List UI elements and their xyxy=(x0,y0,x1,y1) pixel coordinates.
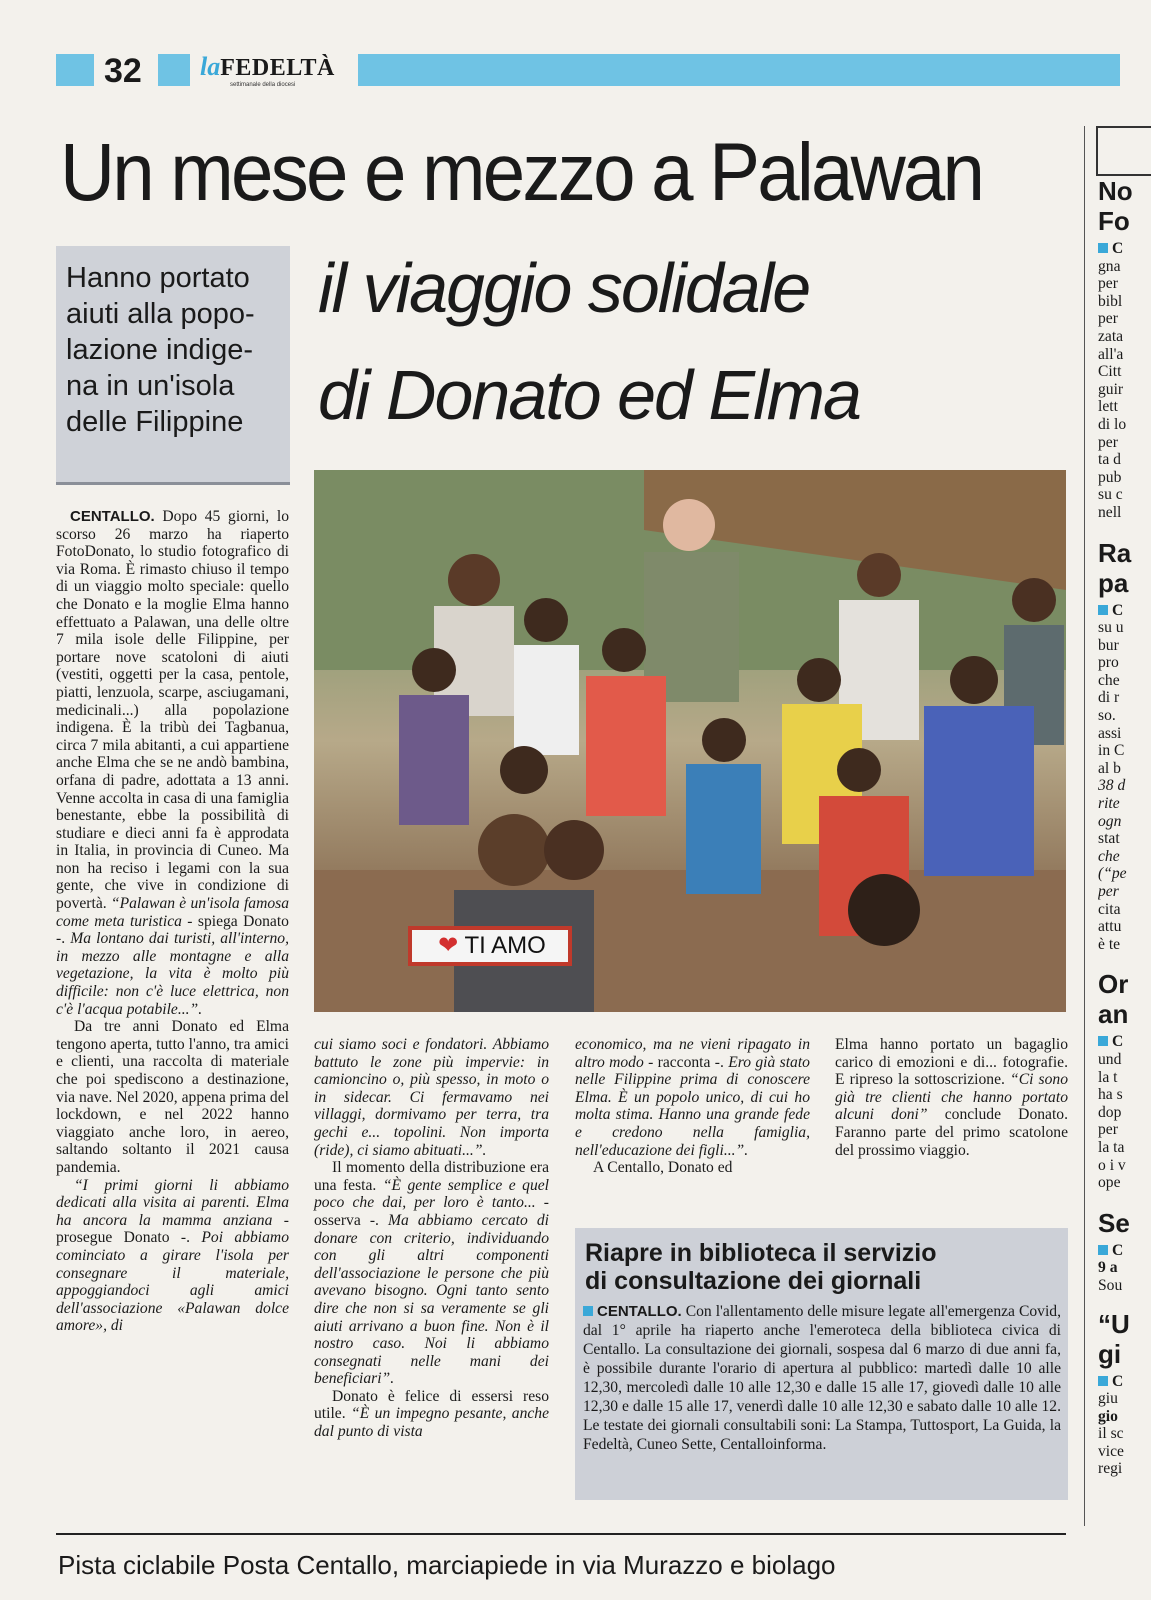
kicker-line: aiuti alla popo- xyxy=(66,298,255,330)
kicker-line: delle Filippine xyxy=(66,406,244,438)
right-column-divider xyxy=(1084,126,1085,1526)
kicker-line: Hanno portato xyxy=(66,262,250,294)
masthead-bar-left xyxy=(56,54,94,86)
dateline: CENTALLO. xyxy=(70,508,155,525)
col2-text-2: Donato è felice di essersi reso utile. xyxy=(314,1387,549,1423)
photo-illustration xyxy=(314,470,1066,1012)
col1-attribution-1: - spiega Donato -. xyxy=(56,912,289,948)
col1-quote-4: Poi abbiamo cominciato a girare l'isola per consegnare il materiale, appoggiandoci agli amici dell'associazione «Palawan dolce amore», di xyxy=(56,1229,289,1335)
right-column xyxy=(1098,176,1151,1546)
col1-quote-1: “Palawan è un'isola famosa come meta turistica xyxy=(56,895,289,930)
col3-paragraph-2: A Centallo, Donato ed xyxy=(593,1159,733,1177)
bullet-square-icon xyxy=(1098,1376,1108,1386)
kicker-text xyxy=(56,246,290,440)
rc-text-block-2: C su u bur pro che di r so. assi in C al b 38 d rite ogn stat che (“pe per cita attu è te xyxy=(1098,601,1127,953)
article-column-4 xyxy=(835,1036,1068,1159)
rc-heading: Or xyxy=(1098,969,1129,1000)
col4-text-2: conclude Donato. Faranno parte del primo scatolone del prossimo viaggio. xyxy=(835,1106,1068,1159)
rc-heading: No xyxy=(1098,176,1133,206)
article-column-1 xyxy=(56,508,289,1335)
next-article-headline: Pista ciclabile Posta Centallo, marciapiede in via Murazzo e biolago xyxy=(58,1550,836,1580)
box-dateline: CENTALLO. xyxy=(597,1303,682,1320)
col3-attribution: - racconta -. xyxy=(643,1053,729,1071)
masthead-bar-right xyxy=(358,54,1120,86)
kicker-line: lazione indige- xyxy=(66,334,254,366)
heart-icon: ❤ xyxy=(438,932,459,959)
box-title-line-1: Riapre in biblioteca il servizio xyxy=(585,1239,937,1267)
col1-paragraph-1: Dopo 45 giorni, lo scorso 26 marzo ha riaperto FotoDonato, lo studio fotografico di via Roma. È rimasto chiuso il tempo di un viaggio molto speciale: quello che Donato e la moglie Elma hanno effettuato a Palawan, una delle oltre 7 mila isole delle Filippine, per portare nove scatoloni di aiuti (vestiti, oggetti per la casa, pentole, piatti, lenzuola, scarpe, asciugamani, medicinali...) alla popolazione indigena. È la tribù dei Tagbanua, circa 7 mila abitanti, a cui appartiene anche Elma che se ne andò bambina, orfana di padre, adottata a 13 anni. Venne accolta in casa di una famiglia benestante, ebbe la possibilità di studiare e dieci anni fa è approdata in Italia, in provincia di Cuneo. Ma non ha reciso i legami con la sua gente, che vive in condizione di povertà. xyxy=(56,508,289,913)
masthead-bar-mid xyxy=(158,54,190,86)
rc-text-block-3: C und la t ha s dop per la ta o i v ope xyxy=(1098,1033,1126,1192)
rc-heading: “U xyxy=(1098,1308,1130,1339)
box-text: Con l'allentamento delle misure legate all'emergenza Covid, dal 1° aprile ha riaperto anche l'emeroteca della biblioteca civica di Centallo. La consultazione dei giornali, sospesa dal 6 marzo di due anni fa, è possibile durante l'orario di apertura al pubblico: martedì dalle 10 alle 12,30, mercoledì dalle 10 alle 12,30 e dalle 15 alle 17, giovedì dalle 10 alle 12,30 e dalle 15 alle 17, venerdì dalle 10 alle 12,30 e sabato dalle 10 alle 12. Le testate dei giornali consultabili soni: La Stampa, Tuttosport, La Guida, la Fedeltà, Cuneo Sette, Centalloinforma. xyxy=(583,1303,1061,1453)
rc-heading: Fo xyxy=(1098,206,1130,236)
rc-heading: pa xyxy=(1098,567,1129,598)
article-column-3 xyxy=(575,1036,810,1177)
kicker-box xyxy=(56,246,290,485)
logo-la: la xyxy=(200,52,221,81)
headline: Un mese e mezzo a Palawan xyxy=(60,127,983,218)
article-photo xyxy=(314,470,1066,1012)
col2-quote: “È gente semplice e quel poco che dai, per loro è tanto... xyxy=(314,1176,549,1212)
logo-name: FEDELTÀ xyxy=(220,55,335,81)
col2-quote-2: Ma abbiamo cercato di donare con criterio, individuando con gli altri componenti dell'associazione le persone che più avevano bisogno. Ogni tanto sento dire che non si sa veramente se gli aiuti arrivano a buon fine. Non è il nostro caso. Noi li abbiamo consegnati nelle mani dei beneficiari”. xyxy=(314,1211,549,1388)
rc-text-block-4: C 9 a Sou xyxy=(1098,1241,1124,1294)
bullet-square-icon xyxy=(1098,1036,1108,1046)
col1-quote-3: “I primi giorni li abbiamo dedicati alla visita ai parenti. Elma ha ancora la mamma anziana xyxy=(56,1176,289,1229)
col2-paragraph-1: cui siamo soci e fondatori. Abbiamo battuto le zone più impervie: in camioncino o, più spesso, in moto o in sidecar. Ci fermavamo nei villaggi, dormivamo per terra, tra gechi e... topolini. Non importa (ride), ci siamo abituati...”. xyxy=(314,1036,549,1159)
bullet-square-icon xyxy=(1098,243,1108,253)
bullet-square-icon xyxy=(1098,605,1108,615)
col1-quote-2: Ma lontano dai turisti, all'interno, in mezzo alle montagne e alla vegetazione, la vita è molto più difficile: non c'è luce elettrica, non c'è l'acqua potabile...”. xyxy=(56,930,289,1018)
sign-text: TI AMO xyxy=(464,932,546,959)
rc-text-block-5: C giu gio il sc vice regi xyxy=(1098,1372,1124,1478)
col3-quote-2: Ero già stato nelle Filippine prima di conoscere Elma. È un popolo unico, di cui ho molta stima. Hanno una grande fede e credono nella famiglia, nell'educazione dei figli...”. xyxy=(575,1053,810,1159)
bullet-square-icon xyxy=(1098,1245,1108,1255)
col1-paragraph-2: Da tre anni Donato ed Elma tengono aperta, tutto l'anno, tra amici e clienti, una raccolta di materiale che poi spediscono a destinazione, via nave. Nel 2020, appena prima del lockdown, e nel 2022 hanno viaggiato anche loro, in aereo, saltando soltanto il 2021 causa pandemia. xyxy=(56,1018,289,1176)
box-title-line-2: di consultazione dei giornali xyxy=(585,1267,922,1295)
subheadline-line-2: di Donato ed Elma xyxy=(318,356,860,434)
box-body xyxy=(583,1302,1061,1454)
col1-attribution-2: - prosegue Donato -. xyxy=(56,1211,289,1247)
rc-heading: an xyxy=(1098,999,1129,1030)
newspaper-logo xyxy=(200,52,350,92)
rc-heading: Ra xyxy=(1098,537,1132,568)
col4-quote: “Ci sono già tre clienti che hanno portato alcuni doni” xyxy=(835,1071,1069,1124)
library-news-box xyxy=(575,1228,1068,1500)
page-number: 32 xyxy=(104,52,142,90)
col4-text: Elma hanno portato un bagaglio carico di emozioni e di... fotografie. E ripreso la sottoscrizione. xyxy=(835,1036,1068,1089)
bullet-square-icon xyxy=(583,1306,593,1316)
col2-quote-3: “È un impegno pesante, anche dal punto di vista xyxy=(314,1405,550,1441)
subheadline-line-1: il viaggio solidale xyxy=(318,249,810,327)
rc-heading: gi xyxy=(1098,1338,1122,1369)
right-column-box xyxy=(1096,126,1151,176)
bottom-rule xyxy=(56,1533,1066,1535)
rc-heading: Se xyxy=(1098,1207,1130,1238)
col2-text: Il momento della distribuzione era una festa. xyxy=(314,1159,549,1194)
sign-ti-amo xyxy=(414,932,570,960)
rc-text-block-1: C gna per bibl per zata all'a Citt guir lett di lo per ta d pub su c nell xyxy=(1098,240,1127,521)
article-column-2 xyxy=(314,1036,549,1441)
kicker-line: na in un'isola xyxy=(66,370,235,402)
col3-quote: economico, ma ne vieni ripagato in altro modo xyxy=(575,1036,810,1071)
logo-subtitle: settimanale della diocesi xyxy=(230,82,296,88)
col2-attribution: - osserva -. xyxy=(314,1194,549,1229)
